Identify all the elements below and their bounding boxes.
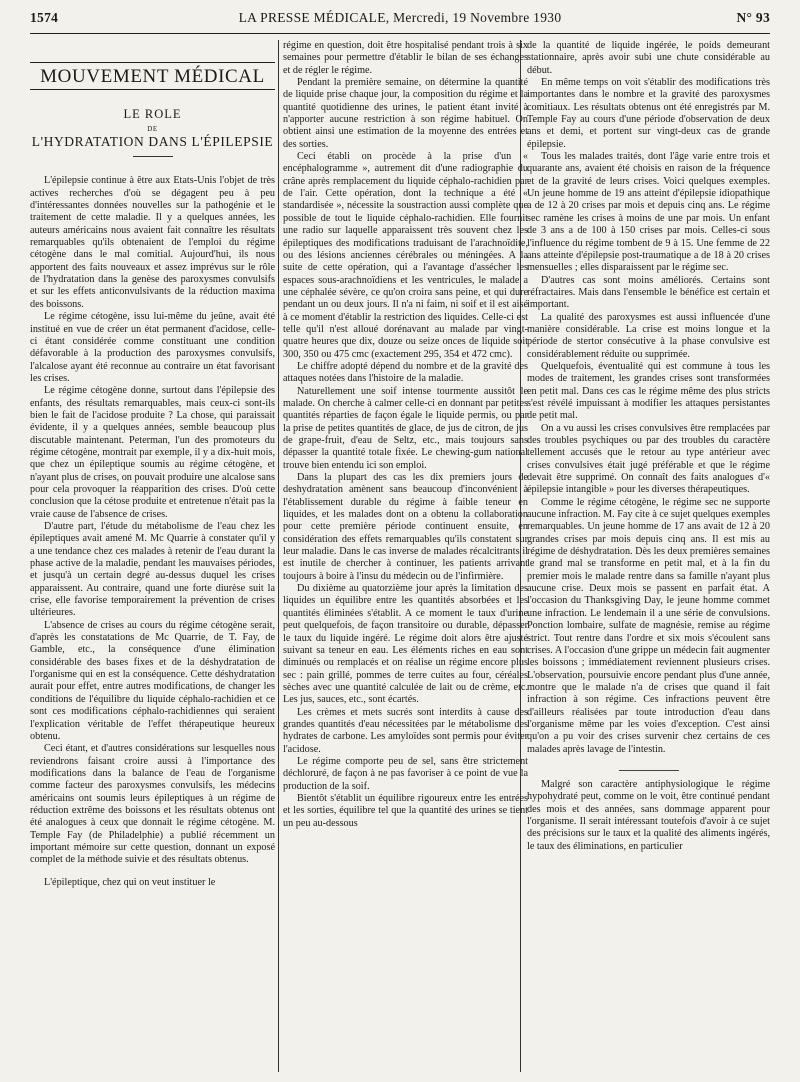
paragraph: Le régime comporte peu de sel, sans être strictement déchloruré, de façon à ne pas favoriser à ce point de vue la production de la soif. (283, 755, 528, 792)
article-title: L'HYDRATATION DANS L'ÉPILEPSIE (31, 134, 274, 150)
paragraph: En même temps on voit s'établir des modifications très importantes dans le nombre et la gravité des paroxysmes comitiaux. Les résultats obtenus ont été enregistrés par M. Temple Fay au cours d'une période d'observation de deux ans et demi, et portent sur vingt-deux cas de grande épilepsie. (527, 77, 770, 150)
page-header (30, 6, 770, 30)
column-3 (527, 40, 770, 853)
paragraph: D'autres cas sont moins améliorés. Certains sont réfractaires. Mais dans l'ensemble le bénéfice est certain et important. (527, 274, 770, 311)
column-divider-1 (278, 40, 279, 1072)
paragraph: Ceci étant, et d'autres considérations sur lesquelles nous reviendrons faisant croire aussi à l'importance des modifications dans la balance de l'eau de l'organisme comme facteur des paroxysmes convulsifs, les médecins américains ont soumis leurs épileptiques à un régime de réduction extrême des boissons et les résultats obtenus ont été analogues à ceux que donnait le régime cétogène. M. Temple Fay (de Philadelphie) a publié récemment un important mémoire sur cette question, donnant un exposé complet de la méthode suivie et des résultats obtenus. (30, 743, 275, 866)
paragraph: Pendant la première semaine, on détermine la quantité de liquide prise chaque jour, la composition du régime et la quantité quotidienne des urines, le patient étant invité à n'apporter aucune restriction à son régime habituel. On obtient ainsi une estimation de la moyenne des entrées et des sorties. (283, 77, 528, 150)
article-subtitle-de: DE (147, 124, 158, 133)
section-separator (619, 770, 679, 771)
paragraph: Les crèmes et mets sucrés sont interdits à cause des grandes quantités d'eau nécessitées par le métabolisme des hydrates de carbone. Les amyloïdes sont permis pour éviter l'acidose. (283, 706, 528, 755)
paragraph: Le chiffre adopté dépend du nombre et de la gravité des attaques notées dans l'histoire de la maladie. (283, 360, 528, 385)
paragraph: Dans la plupart des cas les dix premiers jours de deshydratation amènent sans beaucoup d'inconvénient à l'établissement durable du régime à faible teneur en liquides, et les malades dont on a obtenu la collaboration pour cette première période continuent ensuite, en considération des effets remarquables qu'ils constatent sur leur maladie. Dans le cas inverse de malades récalcitrants il est inutile de chercher à continuer, les patients arrivant toujours à boire à l'insu du médecin ou de l'infirmière. (283, 472, 528, 582)
issue-number: N° 93 (736, 10, 770, 25)
paragraph: D'autre part, l'étude du métabolisme de l'eau chez les épileptiques avait amené M. Mc Quarrie à constater qu'il y a une tendance chez ces malades à retenir de l'eau durant la phase active de la maladie, pendant les mauvaises périodes, et jusqu'à un certain degré au-dessus duquel les crises apparaissent. Au contraire, quand une forte diurèse suit la crise, elle favorise temporairement la prévention de crises ultérieures. (30, 521, 275, 619)
paragraph: L'épileptique, chez qui on veut instituer le (44, 876, 216, 888)
paragraph: Le régime cétogène, issu lui-même du jeûne, avait été institué en vue de créer un état permanent d'acidose, celle-ci étant considérée comme constituant une condition défavorable à la production des paroxysmes convulsifs, l'alcalose ayant été reconnue au contraire un état favorisant les crises. (30, 311, 275, 384)
journal-title: LA PRESSE MÉDICALE, Mercredi, 19 Novembre 1930 (238, 10, 562, 25)
column-1 (30, 40, 275, 889)
paragraph: Bientôt s'établit un équilibre rigoureux entre les entrées et les sorties, équilibre tel que la quantité des urines se tient un peu au-dessous (283, 792, 528, 829)
header-rule (30, 33, 770, 34)
paragraph: Comme le régime cétogène, le régime sec ne supporte aucune infraction. M. Fay cite à ce sujet quelques exemples remarquables. Un jeune homme de 17 ans avait de 12 à 20 grandes crises par mois depuis cinq ans. Il est mis au régime de déshydratation. Dès les deux premières semaines le grand mal se transforme en petit mal, et à la fin du premier mois le malade rentre dans sa famille n'ayant plus aucune crise. Deux mois se passent en parfait état. A l'occasion du Thanksgiving Day, le jeune homme commet une infraction. Le lendemain il a une série de convulsions. Ponction lombaire, sulfate de magnésie, remise au régime strict. Tout rentre dans l'ordre et six mois s'écoulent sans crises. A l'occasion d'une grippe un médecin fait augmenter les boissons ; immédiatement reviennent plusieurs crises. L'observation, poursuivie encore pendant plus d'une année, montre que le malade n'a de crises que quand il fait infraction à son régime. Ces infractions peuvent être d'ailleurs réalisées par toute introduction d'eau dans l'organisme même par les voies d'exception. C'est ainsi qu'on a pu voir des crises survenir chez certains de ces malades après lavage de l'intestin. (527, 496, 770, 755)
paragraph: On a vu aussi les crises convulsives être remplacées par des troubles psychiques ou par des troubles du caractère tellement accusés que le retour au type antérieur avec crises convulsives était jugé préférable et que le régime devait être supprimé. On connaît des faits analogues d'« épilepsie intangible » pour les diverses thérapeutiques. (527, 422, 770, 496)
paragraph: de la quantité de liquide ingérée, le poids demeurant stationnaire, après avoir subi une chute considérable au début. (527, 40, 770, 76)
column-1-body (30, 175, 275, 889)
paragraph: Malgré son caractère antiphysiologique le régime hypohydraté peut, comme on le voit, être continué pendant des mois et des années, sans dommage apparent pour l'organisme. Il serait intéressant toutefois d'avoir à ce sujet des précisions sur le taux et la qualité des aliments ingérés, le taux des éliminations, en particulier (527, 778, 770, 852)
paragraph: Naturellement une soif intense tourmente aussitôt le malade. On cherche à calmer celle-ci en donnant par petites quantités réparties de façon égale le liquide permis, ou par la prise de petites quantités de glace, de jus de citron, de jus de grape-fruit, d'eau de Seltz, etc., mais toujours sans dépasser la quantité totale fixée. Le chewing-gum national trouve bien entendu ici son emploi. (283, 385, 528, 471)
title-rule (133, 156, 173, 157)
section-rubric: MOUVEMENT MÉDICAL (30, 62, 275, 90)
paragraph: L'absence de crises au cours du régime cétogène serait, d'après les constatations de Mc Quarrie, de T. Fay, de Gamble, etc., la conséquence d'une élimination considérable des bases fixes et de la déshydratation de l'organisme qui en est la conséquence. Cette déshydratation aurait pour effet, entre autres modifications, de changer les conditions de l'équilibre du liquide céphalo-rachidien et ce sont ces modifications céphalo-rachidiennes qui seraient l'explication véritable de l'effet thérapeutique heureux obtenu. (30, 619, 275, 742)
paragraph: Tous les malades traités, dont l'âge varie entre trois et quarante ans, avaient été choisis en raison de la fréquence et de la gravité de leurs crises. Voici quelques exemples. Un jeune homme de 19 ans atteint d'épilepsie idiopathique a de 12 à 20 crises par mois et depuis cinq ans. Le régime sec ramène les crises à moins de une par mois. Un enfant de 3 ans a de 100 à 150 crises par mois. Celles-ci sous l'influence du régime tombent de 9 à 15. Une femme de 22 ans atteinte d'épilepsie post-traumatique a de 18 à 20 crises mensuelles ; elles disparaissent par le régime sec. (527, 151, 770, 274)
paragraph: Ceci établi on procède à la prise d'un « encéphalogramme », autrement dit d'une radiographie du crâne après remplacement du liquide céphalo-rachidien par de l'air. Cette opération, dont la technique a été « standardisée », nécessite la soustraction aussi complète que possible de tout le liquide céphalo-rachidien. Elle fournit une radio sur laquelle apparaissent très souvent chez les épileptiques des modifications traduisant de l'arachnoïdite, ou des lésions anciennes cérébrales ou méningées. A la suite de cette opération, qui a l'avantage d'assécher les espaces sous-arachnoïdiens et les ventricules, le malade a une céphalée sévère, ce qu'on croira sans peine, et qui dure pendant un ou deux jours. Il n'a ni faim, ni soif et il est aisé à ce moment d'établir la restriction des liquides. Celle-ci est telle qu'il n'est alloué dorénavant au malade par vingt-quatre heures que dix, douze ou seize onces de liquide soit 300, 350 ou 475 cmc (exactement 295, 354 et 472 cmc). (283, 151, 528, 360)
paragraph: régime en question, doit être hospitalisé pendant trois à six semaines pour permettre d'établir le bilan de ses échanges et de régler le régime. (283, 40, 528, 76)
column-2 (283, 40, 528, 830)
paragraph: Quelquefois, éventualité qui est commune à tous les modes de traitement, les grandes crises sont transformées en petit mal. Dans ces cas le régime même des plus stricts s'est révélé impuissant à modifier les attaques persistantes de petit mal. (527, 360, 770, 422)
paragraph: Le régime cétogène donne, surtout dans l'épilepsie des enfants, des résultats remarquables, mais ceux-ci sont-ils bien le fait de l'acidose produite ? La chose, qui paraissait évidente, il y a quelques années, semble beaucoup plus discutable maintenant. Peterman, l'un des promoteurs du régime cétogène, montrait par exemple, il y a dix-huit mois, que chez un épileptique soumis au régime cétogène, et n'ayant plus de crises, on pouvait produire une alcalose sans pour cela provoquer la réapparition des crises. D'où cette conclusion que la cétose produite et entretenue n'était pas la vraie cause de l'absence de crises. (30, 385, 275, 520)
page-number: 1574 (30, 10, 59, 25)
paragraph: La qualité des paroxysmes est aussi influencée d'une manière considérable. La crise est moins longue et la période de stertor consécutive à la phase convulsive est considérablement réduite ou supprimée. (527, 311, 770, 360)
article-subtitle-top: LE ROLE (123, 107, 182, 122)
paragraph: Du dixième au quatorzième jour après la limitation des liquides un équilibre entre les quantités absorbées et les quantités éliminées s'établit. A ce moment le taux d'urine peut quelquefois, de façon transitoire ou durable, dépasser le taux du liquide ingéré. Le régime doit alors être ajusté suivant sa teneur en eau. Les éléments riches en eau sont diminués ou remplacés et on réalise un régime encore plus sec : pain grillé, pommes de terre cuites au four, céréales sèches avec une quantité calculée de lait ou de crème, etc. Les jus, sauces, etc., sont écartés. (283, 583, 528, 706)
paragraph: L'épilepsie continue à être aux Etats-Unis l'objet de très actives recherches d'où se dégagent peu à peu d'intéressantes données nouvelles sur la pathogénie et le traitement de cette maladie. Il y a quelques années, les auteurs américains nous avaient fait connaître les résultats remarquables qu'ils obtenaient de l'emploi du régime cétogène dans le mal comitial. Aujourd'hui, ils nous apportent des faits nouveaux et assez imprévus sur le rôle de l'hydratation dans la genèse des paroxysmes convulsifs et sur les effets anticonvulsivants de la réduction maxima des boissons. (30, 175, 275, 310)
